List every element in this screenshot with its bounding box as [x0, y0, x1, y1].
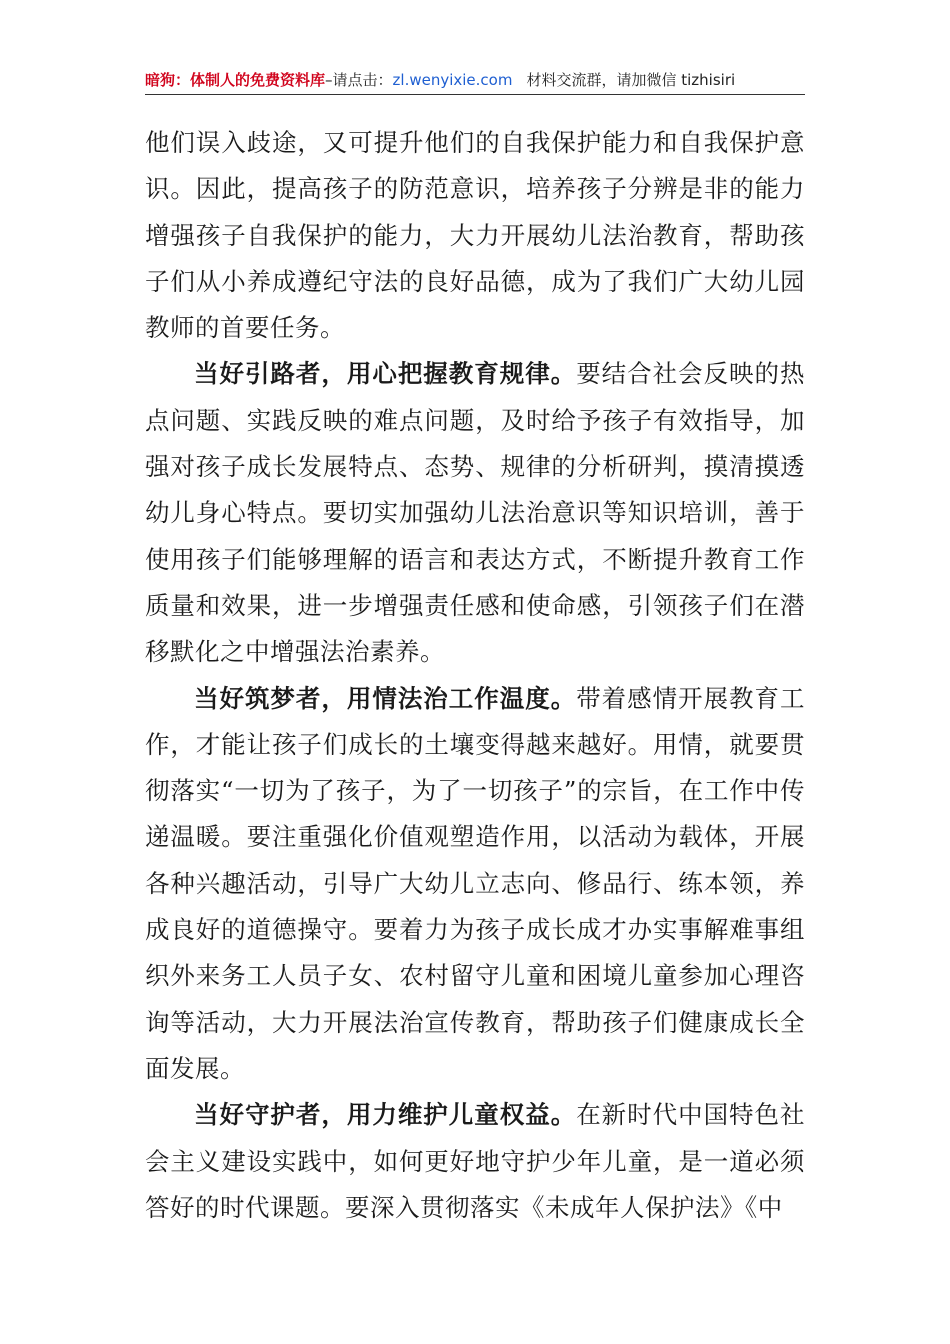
page-header: [145, 66, 805, 95]
paragraph-dream-builder: [145, 676, 805, 1093]
header-source-label: 暗狗：体制人的免费资料库: [145, 71, 326, 89]
paragraph-lead-heading: 当好筑梦者，用情法治工作温度。: [194, 683, 577, 713]
paragraph-text: 在新时代中国特色社会主义建设实践中，如何更好地守护少年儿童，是一道必须答好的时代课题。要深入贯彻落实《未成年人保护法》《中: [145, 1100, 806, 1222]
paragraph-text: 带着感情开展教育工作，才能让孩子们成长的土壤变得越来越好。用情，就要贯彻落实“一切为了孩子，为了一切孩子”的宗旨，在工作中传递温暖。要注重强化价值观塑造作用，以活动为载体，开展各种兴趣活动，引导广大幼儿立志向、修品行、练本领，养成良好的道德操守。要着力为孩子成长成才办实事解难事组织外来务工人员子女、农村留守儿童和困境儿童参加心理咨询等活动，大力开展法治宣传教育，帮助孩子们健康成长全面发展。: [145, 683, 806, 1083]
paragraph-guardian: [145, 1092, 805, 1231]
paragraph-continued: [145, 120, 805, 351]
paragraph-text: 他们误入歧途，又可提升他们的自我保护能力和自我保护意识。因此，提高孩子的防范意识，培养孩子分辨是非的能力增强孩子自我保护的能力，大力开展幼儿法治教育，帮助孩子们从小养成遵纪守法的良好品德，成为了我们广大幼儿园教师的首要任务。: [145, 128, 805, 343]
header-click-label: –请点击：: [325, 71, 393, 89]
document-body: [145, 120, 805, 1231]
paragraph-guide: [145, 351, 805, 675]
paragraph-text: 要结合社会反映的热点问题、实践反映的难点问题，及时给予孩子有效指导，加强对孩子成长发展特点、态势、规律的分析研判，摸清摸透幼儿身心特点。要切实加强幼儿法治意识等知识培训，善于使用孩子们能够理解的语言和表达方式，不断提升教育工作质量和效果，进一步增强责任感和使命感，引领孩子们在潜移默化之中增强法治素养。: [145, 359, 806, 667]
header-website-link[interactable]: zl.wenyixie.com: [392, 71, 513, 89]
paragraph-lead-heading: 当好引路者，用心把握教育规律。: [194, 359, 577, 389]
paragraph-lead-heading: 当好守护者，用力维护儿童权益。: [194, 1100, 577, 1130]
header-group-text: 材料交流群，请加微信 tizhisiri: [526, 71, 736, 89]
